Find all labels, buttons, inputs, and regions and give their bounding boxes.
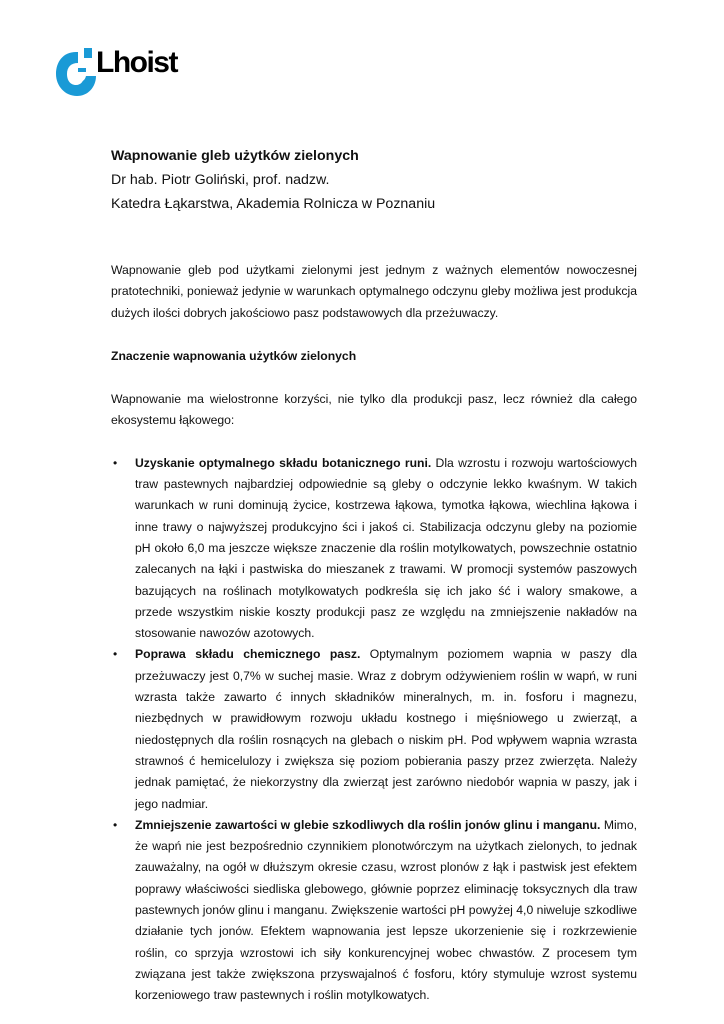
document-header: [111, 146, 671, 214]
section-heading: Znaczenie wapnowania użytków zielonych: [111, 348, 357, 363]
benefits-list: [111, 453, 637, 1007]
bullet-icon: •: [113, 817, 118, 832]
list-item: [111, 644, 637, 814]
list-item-text: Dla wzrostu i rozwoju wartościowych traw pastewnych najbardziej odpowiednie są gleby o odczynie lekko kwaśnym. W takich warunkach w runi dominują życice, kostrzewa łąkowa, tymotka łąkowa, wiechlina łąkowa i inne trawy o najwyższej produkcyjno ści i jakoś ci. Stabilizacja odczynu gleby na poziomie pH około 6,0 ma jeszcze większe znaczenie dla roślin motylkowatych, powszechnie ostatnio zalecanych na łąki i pastwiska do mieszanek z trawami. W promocji systemów paszowych bazujących na roślinach motylkowatych podkreśla się ich jako ść i walory smakowe, a przede wszystkim niskie koszty produkcji pasz ze względu na zmniejszenie nakładów na stosowanie nawozów azotowych.: [135, 455, 637, 641]
list-item-title: Zmniejszenie zawartości w glebie szkodliwych dla roślin jonów glinu i manganu.: [135, 817, 601, 832]
bullet-icon: •: [113, 455, 118, 470]
list-item-text: Optymalnym poziomem wapnia w paszy dla przeżuwaczy jest 0,7% w suchej masie. Wraz z dobrym odżywieniem roślin w wapń, w runi wzrasta także zawarto ć innych składników mineralnych, m. in. fosforu i magnezu, niezbędnych w prawidłowym rozwoju układu kostnego i mięśniowego u zwierząt, a niedostępnych dla roślin rosnących na glebach o niskim pH. Pod wpływem wapnia wzrasta strawnoś ć hemicelulozy i zwiększa się poziom pobierania paszy przez zwierzęta. Należy jednak pamiętać, że niekorzystny dla zwierząt jest zarówno niedobór wapnia w paszy, jak i jego nadmiar.: [135, 647, 637, 811]
list-item-text: Mimo, że wapń nie jest bezpośrednio czynnikiem plonotwórczym na użytkach zielonych, to jednak zauważalny, na ogół w dłuższym okresie czasu, wzrost plonów z łąk i pastwisk jest efektem poprawy właściwości siedliska glebowego, głównie poprzez eliminację toksycznych dla traw pastewnych jonów glinu i manganu. Zwiększenie wartości pH powyżej 4,0 niweluje szkodliwe działanie tych jonów. Efektem wapnowania jest lepsze ukorzenienie się i rozkrzewienie roślin, co sprzyja wzrostowi ich siły konkurencyjnej wobec chwastów. Z procesem tym związana jest także zwiększona przyswajalnoś ć fosforu, który stymuluje wzrost systemu korzeniowego traw pastewnych i roślin motylkowatych.: [135, 817, 638, 1003]
list-item-title: Poprawa składu chemicznego pasz.: [135, 647, 361, 662]
logo-wordmark: Lhoist: [96, 46, 177, 79]
list-item: [111, 815, 637, 1007]
intro-paragraph: Wapnowanie gleb pod użytkami zielonymi jest jednym z ważnych elementów nowoczesnej pratotechniki, ponieważ jedynie w warunkach optymalnego odczynu gleby możliwa jest produkcja dużych ilości dobrych jakościowo pasz podstawowych dla przeżuwaczy.: [111, 263, 637, 320]
lhoist-logo: [54, 44, 214, 108]
author-line: Dr hab. Piotr Goliński, prof. nadzw.: [111, 172, 330, 188]
lead-paragraph: Wapnowanie ma wielostronne korzyści, nie tylko dla produkcji pasz, lecz również dla całego ekosystemu łąkowego:: [111, 392, 637, 428]
document-title: Wapnowanie gleb użytków zielonych: [111, 148, 359, 164]
document-body: [111, 260, 637, 1007]
list-item: [111, 453, 637, 645]
affiliation-line: Katedra Łąkarstwa, Akademia Rolnicza w Poznaniu: [111, 196, 436, 212]
list-item-title: Uzyskanie optymalnego składu botanicznego runi.: [135, 455, 432, 470]
bullet-icon: •: [113, 647, 118, 662]
lhoist-logo-icon: [54, 44, 98, 104]
